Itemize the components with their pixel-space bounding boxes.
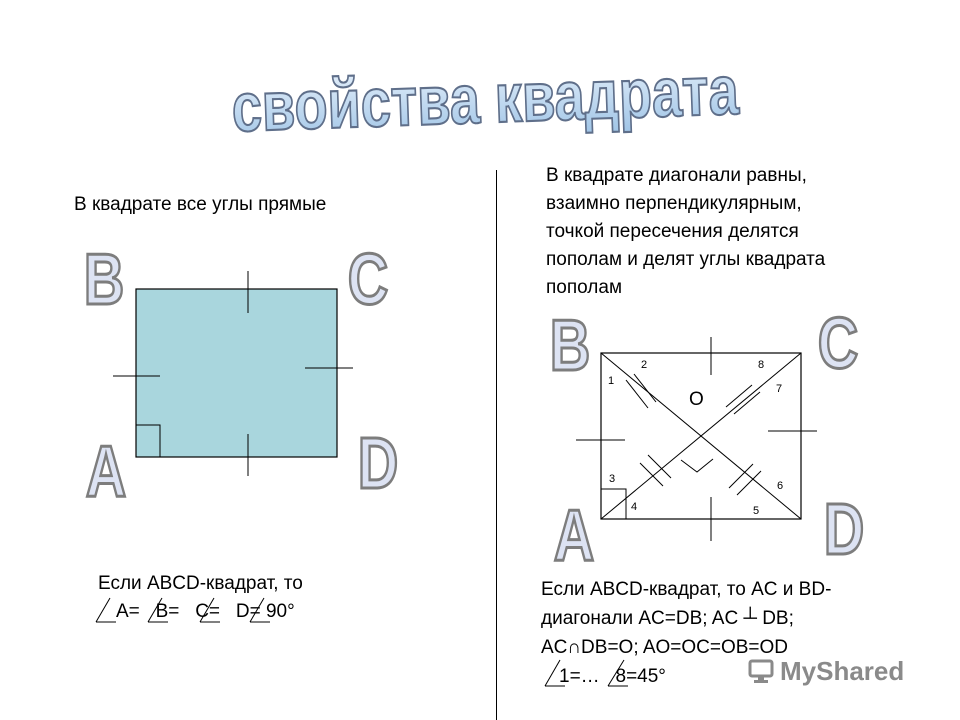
left-letter-b: B [83, 240, 125, 320]
right-caption-line: пополам и делят углы квадрата [546, 249, 826, 270]
right-caption-line: пополам [546, 277, 623, 298]
right-letter-a: A [553, 496, 595, 576]
right-letter-c: C [817, 304, 859, 384]
angle-number-8: 8 [758, 359, 765, 371]
angle-number-3: 3 [609, 473, 616, 485]
angle-number-7: 7 [776, 383, 783, 395]
right-formula-line: 1=… 8=45° [559, 666, 666, 687]
left-caption: В квадрате все углы прямые [74, 194, 327, 215]
left-formula-line: Если ABCD-квадрат, то [98, 573, 303, 594]
left-formula-line: A= B= C= D= 90° [116, 601, 295, 622]
angle-number-1: 1 [608, 375, 615, 387]
angle-number-5: 5 [753, 505, 760, 517]
left-formula [98, 570, 303, 626]
left-letter-d: D [357, 424, 399, 504]
right-formula-line: диагонали AC=DB; AC ┴ DB; [541, 608, 794, 629]
right-formula-line: Если ABCD-квадрат, то AC и BD- [541, 579, 832, 600]
right-letter-b: B [549, 306, 591, 386]
left-letter-c: C [347, 240, 389, 320]
page-title: свойства квадрата [230, 52, 740, 147]
right-letter-d: D [823, 490, 865, 570]
left-letter-a: A [85, 432, 127, 512]
angle-number-6: 6 [777, 480, 784, 492]
monitor-icon [748, 658, 774, 684]
angle-number-2: 2 [641, 359, 648, 371]
angle-number-4: 4 [631, 501, 638, 513]
right-caption-line: точкой пересечения делятся [546, 221, 799, 242]
center-label-o: O [689, 389, 704, 410]
right-caption-line: В квадрате диагонали равны, [546, 165, 807, 186]
right-caption-line: взаимно перпендикулярным, [546, 193, 802, 214]
right-formula-line: AC∩DB=O; AO=OC=OB=OD [541, 637, 789, 658]
left-square [136, 289, 337, 457]
watermark-text: MyShared [780, 656, 905, 686]
